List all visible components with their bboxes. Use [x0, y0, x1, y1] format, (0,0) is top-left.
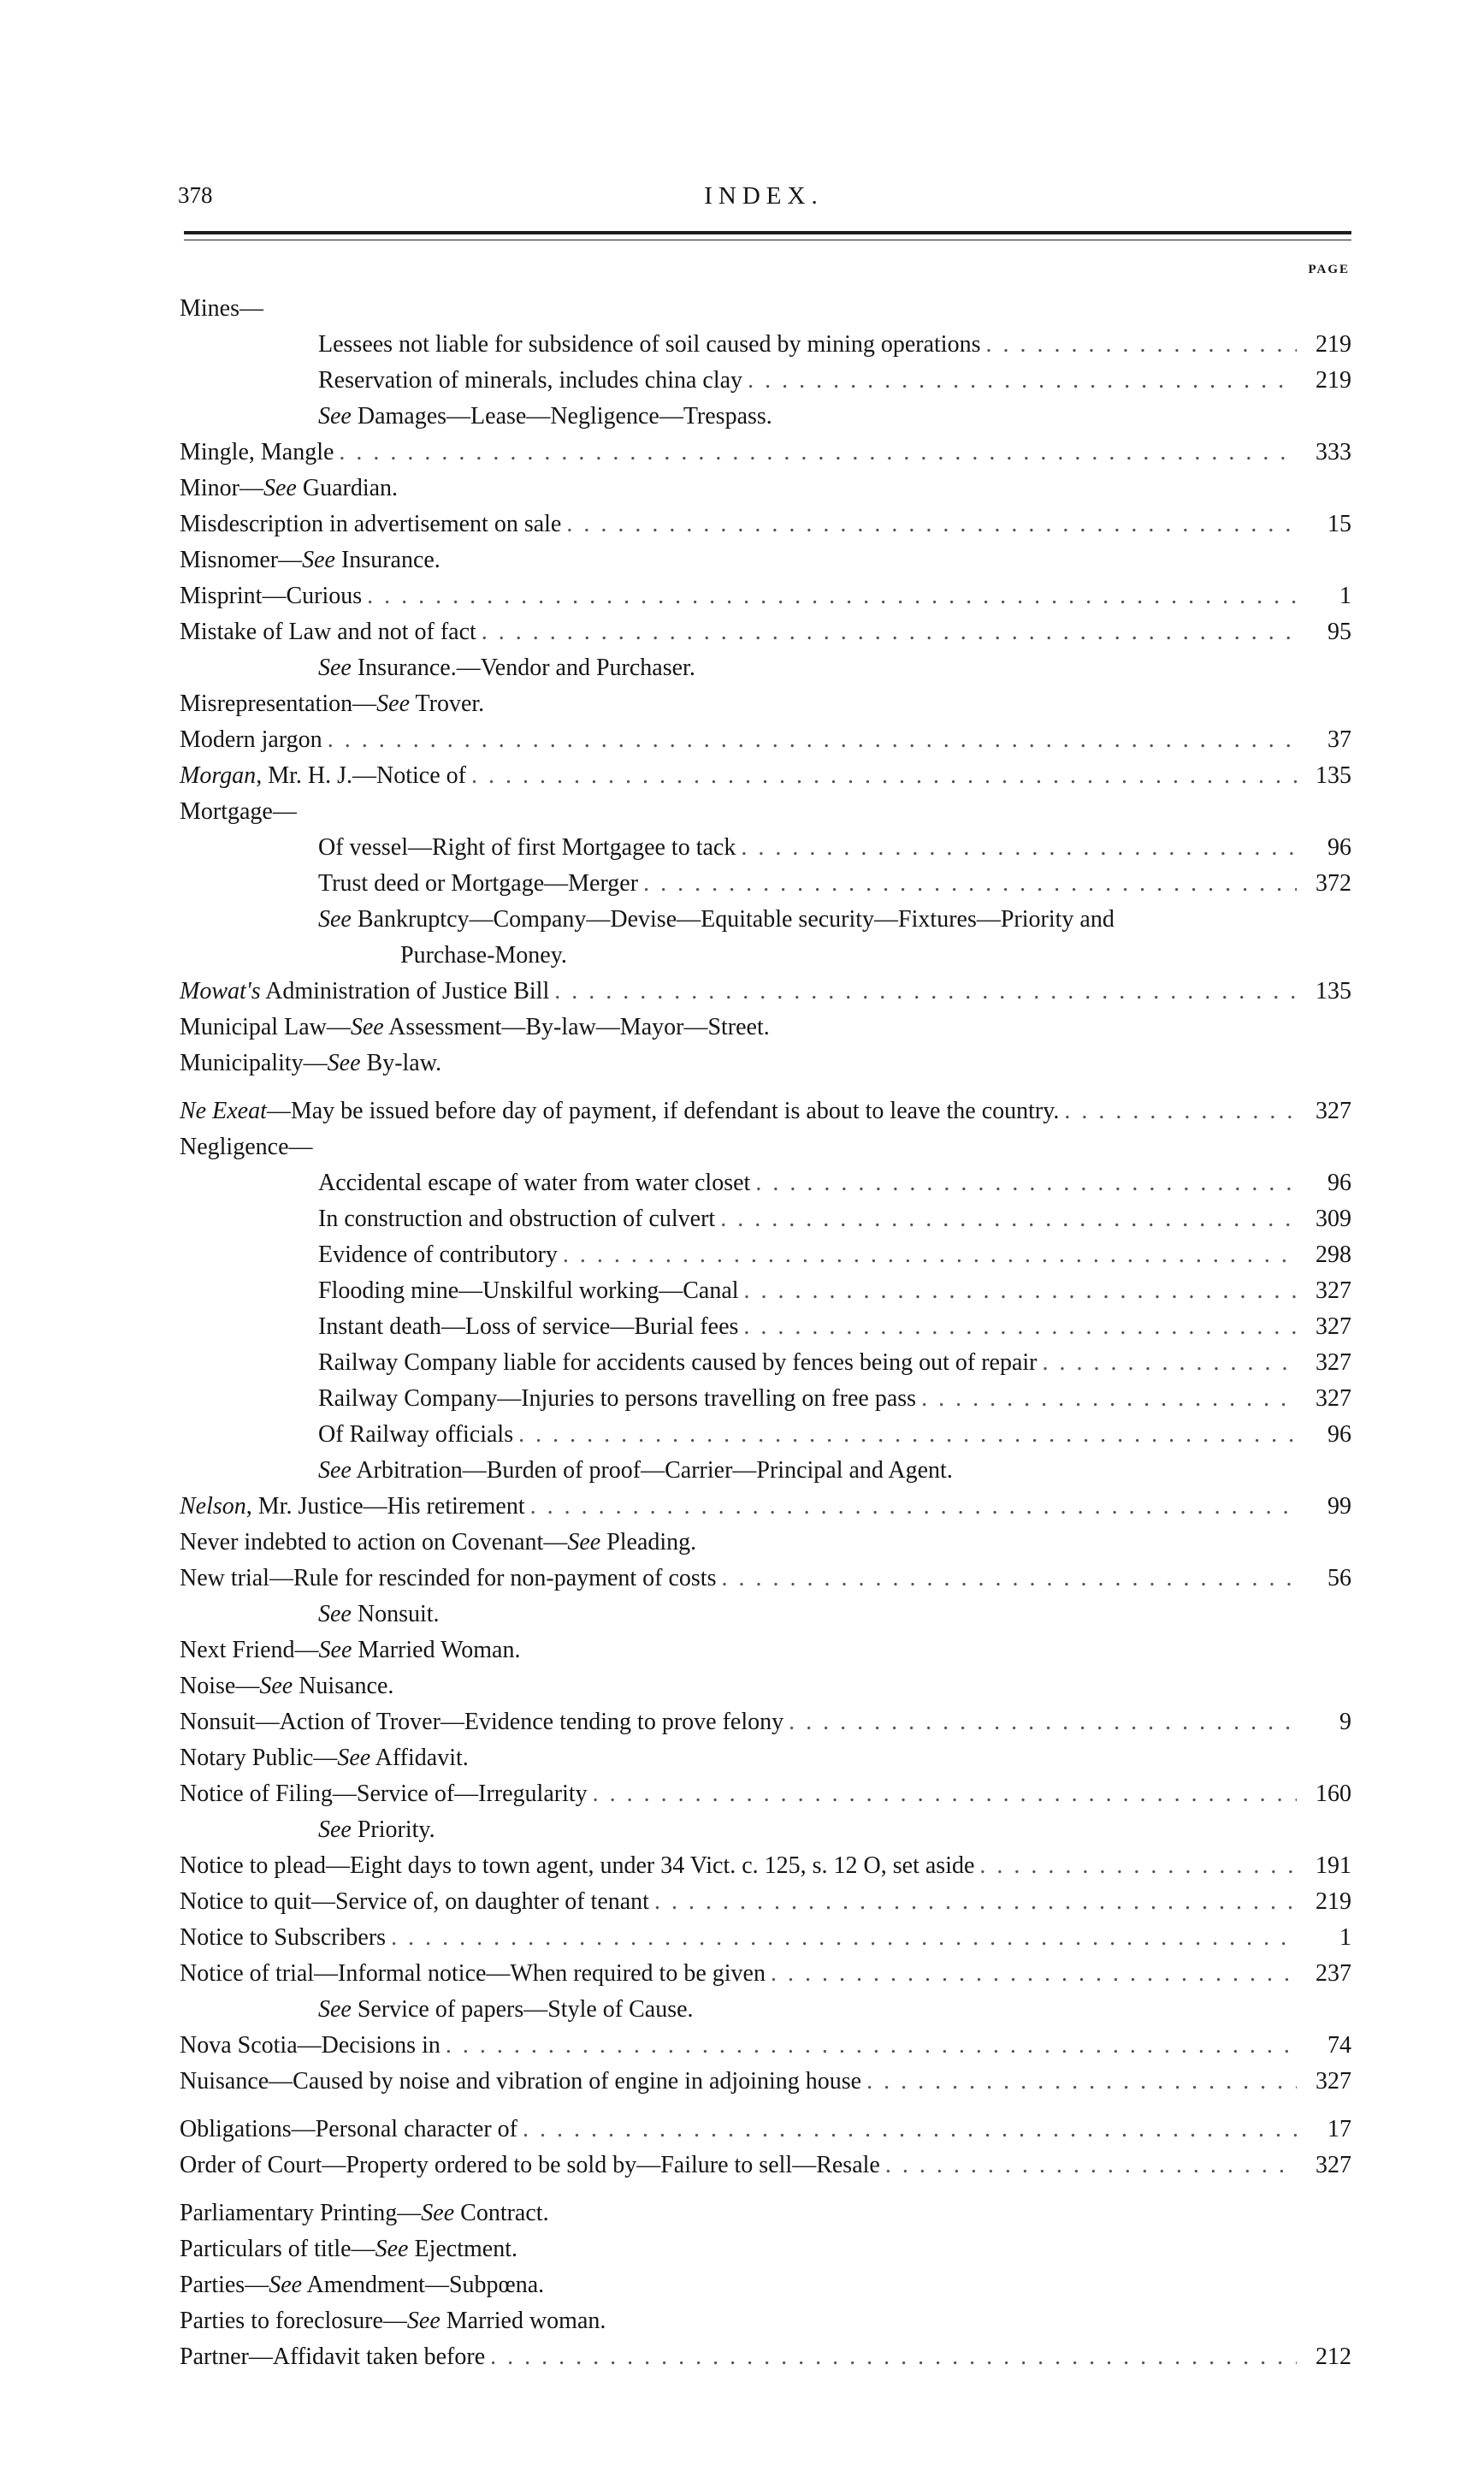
entry-text	[180, 2064, 861, 2100]
entry-text-part: Purchase-Money.	[400, 942, 567, 969]
index-entry	[180, 2231, 1351, 2267]
dot-leader	[866, 2064, 1297, 2100]
index-entry	[180, 1812, 1351, 1848]
entry-text-part: Accidental escape of water from water closet	[318, 1170, 751, 1196]
dot-leader	[518, 1417, 1297, 1453]
index-entry	[180, 1956, 1351, 1992]
entry-italic-text: See	[327, 1050, 361, 1076]
entry-text-part: Misrepresentation—	[180, 690, 377, 717]
entry-page-number: 298	[1315, 1241, 1351, 1268]
index-entry	[180, 2303, 1351, 2339]
entry-text-part: Trust deed or Mortgage—Merger	[318, 870, 639, 897]
entry-text	[180, 1129, 313, 1165]
entry-text-part: Negligence—	[180, 1134, 313, 1160]
entry-text-part: Parties—	[180, 2272, 269, 2298]
entry-page-number: 327	[1315, 1098, 1351, 1124]
entry-text-part: Reservation of minerals, includes china clay	[318, 367, 743, 394]
entry-italic-text: Mowat's	[180, 978, 261, 1004]
entry-text	[180, 1046, 441, 1081]
index-entry	[180, 363, 1351, 399]
entry-text-part: Affidavit.	[370, 1745, 469, 1771]
index-entry	[180, 1381, 1351, 1417]
entry-text-part: Order of Court—Property ordered to be sold by—Failure to sell—Resale	[180, 2152, 880, 2178]
dot-leader	[523, 2112, 1297, 2148]
entry-page-number: 219	[1315, 331, 1351, 358]
entry-text-part: Nova Scotia—Decisions in	[180, 2032, 440, 2059]
index-entry	[180, 2028, 1351, 2064]
index-entry	[180, 471, 1351, 507]
entry-page-number: 327	[1315, 1349, 1351, 1376]
entry-page-number: 96	[1327, 1421, 1351, 1448]
index-entry	[180, 2339, 1351, 2375]
entry-italic-text: See	[318, 1816, 352, 1843]
entry-page-number: 56	[1327, 1565, 1351, 1591]
page-header	[178, 182, 1350, 216]
entry-text	[180, 507, 561, 542]
index-entry	[180, 794, 1351, 830]
entry-italic-text: See	[318, 655, 352, 681]
entry-text-part: Mingle, Mangle	[180, 439, 334, 465]
dot-leader	[744, 1273, 1297, 1309]
entry-page-number: 99	[1327, 1493, 1351, 1520]
dot-leader	[482, 614, 1297, 650]
dot-leader	[720, 1201, 1297, 1237]
index-entry	[180, 291, 1351, 327]
dot-leader	[741, 830, 1297, 866]
page-number: 378	[178, 182, 213, 208]
index-entry	[180, 2112, 1351, 2148]
entry-text-part: Ejectment.	[408, 2236, 517, 2262]
entry-text-part: Damages—Lease—Negligence—Trespass.	[351, 403, 772, 430]
entry-page-number: 327	[1315, 1277, 1351, 1304]
entry-text	[180, 794, 297, 830]
entry-page-number: 15	[1327, 511, 1351, 537]
entry-page-number: 191	[1315, 1852, 1351, 1879]
entry-text-part: Guardian.	[296, 475, 399, 501]
entry-italic-text: See	[318, 906, 352, 933]
entry-text-part: Parties to foreclosure—	[180, 2308, 407, 2334]
entry-text	[180, 974, 549, 1010]
entry-italic-text: See	[350, 1014, 384, 1040]
index-entry	[180, 722, 1351, 758]
entry-text-part: Railway Company liable for accidents caused by fences being out of repair	[318, 1349, 1038, 1376]
entry-text-part: Parliamentary Printing—	[180, 2200, 422, 2226]
dot-leader	[1042, 1345, 1297, 1381]
dot-leader	[771, 1956, 1297, 1992]
index-entry	[180, 542, 1351, 578]
entry-text	[180, 2112, 517, 2148]
entry-text-part: Municipal Law—	[180, 1014, 351, 1040]
entry-page-number: 219	[1315, 367, 1351, 394]
dot-leader	[885, 2148, 1297, 2184]
index-entry	[180, 1704, 1351, 1740]
index-entry	[180, 1093, 1351, 1129]
entry-italic-text: See	[421, 2200, 455, 2226]
entry-italic-text: See	[375, 2236, 409, 2262]
entry-italic-text: See	[318, 1601, 352, 1627]
entry-text	[318, 1381, 916, 1417]
dot-leader	[1064, 1093, 1297, 1129]
entry-text-part: , Mr. H. J.—Notice of	[256, 762, 466, 789]
index-entry	[180, 1561, 1351, 1597]
entry-text	[318, 1345, 1037, 1381]
entry-text	[180, 2339, 485, 2375]
entry-text	[400, 938, 567, 974]
dot-leader	[471, 758, 1297, 794]
entry-text	[180, 471, 398, 507]
entry-text-part: Lessees not liable for subsidence of soil caused by mining operations	[318, 331, 981, 358]
entry-text-part: Particulars of title—	[180, 2236, 375, 2262]
entry-text	[180, 1010, 770, 1046]
entry-text	[318, 363, 742, 399]
entry-text-part: In construction and obstruction of culvert	[318, 1206, 716, 1232]
entry-text	[180, 2303, 606, 2339]
dot-leader	[921, 1381, 1297, 1417]
entry-page-number: 237	[1315, 1960, 1351, 1987]
index-entry	[180, 902, 1351, 938]
entry-text-part: Mortgage—	[180, 798, 297, 825]
entry-text-part: Trover.	[410, 690, 485, 717]
entry-text-part: Railway Company—Injuries to persons travelling on free pass	[318, 1385, 917, 1412]
entry-text-part: Nonsuit—Action of Trover—Evidence tending to prove felony	[180, 1709, 784, 1735]
index-entry	[180, 1010, 1351, 1046]
entry-text	[318, 650, 695, 686]
entry-text	[180, 578, 362, 614]
entry-text	[318, 1597, 440, 1632]
entry-page-number: 212	[1315, 2344, 1351, 2370]
index-entry	[180, 1632, 1351, 1668]
entry-text-part: Married Woman.	[352, 1637, 521, 1663]
dot-leader	[755, 1165, 1297, 1201]
entry-italic-text: See	[302, 547, 335, 573]
entry-italic-text: See	[567, 1529, 601, 1555]
dot-leader	[748, 363, 1297, 399]
entry-text	[318, 1165, 750, 1201]
index-entry	[180, 1884, 1351, 1920]
dot-leader	[979, 1848, 1297, 1884]
entry-text-part: By-law.	[360, 1050, 442, 1076]
entry-page-number: 327	[1315, 1313, 1351, 1340]
index-entry	[180, 1273, 1351, 1309]
entry-page-number: 372	[1315, 870, 1351, 897]
entry-text	[180, 1632, 520, 1668]
index-entry	[180, 1201, 1351, 1237]
index-entry	[180, 758, 1351, 794]
index-entry	[180, 830, 1351, 866]
entry-page-number: 9	[1339, 1709, 1351, 1735]
index-entry	[180, 2064, 1351, 2100]
entry-text-part: Notice of trial—Informal notice—When required to be given	[180, 1960, 766, 1987]
entry-text-part: , Mr. Justice—His retirement	[245, 1493, 525, 1520]
entry-italic-text: Morgan	[180, 762, 257, 789]
entry-text-part: Obligations—Personal character of	[180, 2116, 517, 2142]
entry-italic-text: See	[318, 1637, 352, 1663]
entry-text-part: Notary Public—	[180, 1745, 338, 1771]
entry-page-number: 96	[1327, 834, 1351, 861]
entry-text	[180, 542, 440, 578]
dot-leader	[643, 866, 1297, 902]
dot-leader	[654, 1884, 1297, 1920]
entry-page-number: 327	[1315, 1385, 1351, 1412]
index-entry	[180, 614, 1351, 650]
index-entry	[180, 2148, 1351, 2184]
entry-italic-text: Ne Exeat	[180, 1098, 267, 1124]
entry-italic-text: See	[318, 1996, 352, 2023]
header-rule-thick	[184, 231, 1351, 234]
entry-text	[180, 1776, 588, 1812]
entry-text-part: Of Railway officials	[318, 1421, 514, 1448]
entry-text	[180, 686, 484, 722]
index-entry	[180, 1920, 1351, 1956]
entry-italic-text: See	[376, 690, 411, 717]
entry-text	[180, 2267, 544, 2303]
dot-leader	[339, 435, 1297, 471]
entry-text-part: Contract.	[454, 2200, 549, 2226]
entry-text-part: Insurance.	[334, 547, 440, 573]
entry-text-part: Amendment—Subpœna.	[302, 2272, 545, 2298]
entry-text-part: Married woman.	[440, 2308, 606, 2334]
entry-italic-text: See	[263, 475, 297, 501]
index-entry	[180, 1992, 1351, 2028]
entry-text	[318, 830, 736, 866]
index-entry	[180, 2195, 1351, 2231]
index-entry	[180, 1165, 1351, 1201]
entry-text-part: Noise—	[180, 1673, 260, 1699]
index-entry	[180, 1345, 1351, 1381]
entry-text-part: Notice of Filing—Service of—Irregularity	[180, 1781, 588, 1807]
index-entry	[180, 435, 1351, 471]
entry-text	[180, 1740, 469, 1776]
entry-text-part: Mines—	[180, 295, 263, 322]
entry-text-part: Misprint—Curious	[180, 583, 363, 609]
entry-page-number: 95	[1327, 619, 1351, 645]
entry-page-number: 309	[1315, 1206, 1351, 1232]
entry-page-number: 37	[1327, 726, 1351, 753]
index-entry	[180, 1453, 1351, 1489]
index-entries	[180, 291, 1351, 2375]
index-entry	[180, 1129, 1351, 1165]
index-entry	[180, 399, 1351, 435]
dot-leader	[554, 974, 1297, 1010]
entry-text-part: Insurance.—Vendor and Purchaser.	[351, 655, 695, 681]
entry-text	[180, 2195, 549, 2231]
index-entry	[180, 1489, 1351, 1525]
index-entry	[180, 507, 1351, 542]
entry-text-part: Administration of Justice Bill	[260, 978, 550, 1004]
entry-page-number: 219	[1315, 1888, 1351, 1915]
entry-text	[180, 435, 334, 471]
index-entry	[180, 1525, 1351, 1561]
dot-leader	[789, 1704, 1297, 1740]
index-entry	[180, 2267, 1351, 2303]
entry-text	[180, 2148, 880, 2184]
index-entry	[180, 1237, 1351, 1273]
entry-text	[318, 1201, 715, 1237]
entry-page-number: 327	[1315, 2068, 1351, 2095]
entry-page-number: 333	[1315, 439, 1351, 465]
dot-leader	[721, 1561, 1297, 1597]
entry-text	[318, 902, 1114, 938]
entry-text-part: Partner—Affidavit taken before	[180, 2344, 486, 2370]
entry-text-part: Misdescription in advertisement on sale	[180, 511, 562, 537]
entry-text	[318, 1812, 435, 1848]
dot-leader	[446, 2028, 1297, 2064]
entry-page-number: 74	[1327, 2032, 1351, 2059]
index-entry	[180, 938, 1351, 974]
entry-page-number: 327	[1315, 2152, 1351, 2178]
page-column-label: PAGE	[1308, 263, 1350, 276]
entry-page-number: 135	[1315, 978, 1351, 1004]
entry-text-part: Minor—	[180, 475, 263, 501]
index-entry	[180, 1668, 1351, 1704]
entry-italic-text: See	[269, 2272, 303, 2298]
entry-text-part: Flooding mine—Unskilful working—Canal	[318, 1277, 739, 1304]
entry-page-number: 1	[1339, 583, 1351, 609]
entry-text	[180, 1920, 386, 1956]
entry-text-part: Notice to quit—Service of, on daughter of tenant	[180, 1888, 649, 1915]
index-entry	[180, 1597, 1351, 1632]
entry-italic-text: See	[318, 403, 352, 430]
entry-text	[180, 1561, 716, 1597]
index-entry	[180, 1848, 1351, 1884]
index-entry	[180, 686, 1351, 722]
entry-text-part: Next Friend—	[180, 1637, 319, 1663]
entry-text	[180, 1704, 783, 1740]
entry-text-part: Nuisance.	[293, 1673, 394, 1699]
entry-italic-text: Nelson	[180, 1493, 246, 1520]
dot-leader	[566, 507, 1297, 542]
entry-text-part: Misnomer—	[180, 547, 303, 573]
entry-text	[318, 1273, 739, 1309]
entry-italic-text: See	[259, 1673, 293, 1699]
entry-page-number: 160	[1315, 1781, 1351, 1807]
dot-leader	[391, 1920, 1297, 1956]
entry-text-part: Never indebted to action on Covenant—	[180, 1529, 568, 1555]
entry-text-part: Service of papers—Style of Cause.	[351, 1996, 694, 2023]
entry-text	[180, 1956, 766, 1992]
entry-text	[180, 1489, 525, 1525]
entry-text-part: —May be issued before day of payment, if defendant is about to leave the country.	[266, 1098, 1060, 1124]
dot-leader	[593, 1776, 1297, 1812]
index-entry	[180, 866, 1351, 902]
entry-text-part: Notice to Subscribers	[180, 1924, 387, 1951]
entry-text-part: Municipality—	[180, 1050, 328, 1076]
entry-text-part: Arbitration—Burden of proof—Carrier—Principal and Agent.	[351, 1457, 953, 1484]
entry-text-part: Assessment—By-law—Mayor—Street.	[383, 1014, 770, 1040]
index-entry	[180, 1417, 1351, 1453]
page-title: INDEX.	[704, 182, 824, 210]
entry-text	[180, 1668, 393, 1704]
dot-leader	[743, 1309, 1297, 1345]
entry-text-part: Nonsuit.	[351, 1601, 440, 1627]
entry-text-part: New trial—Rule for rescinded for non-payment of costs	[180, 1565, 717, 1591]
dot-leader	[490, 2339, 1297, 2375]
entry-text	[180, 722, 322, 758]
entry-text	[318, 1417, 513, 1453]
dot-leader	[563, 1237, 1297, 1273]
entry-page-number: 17	[1327, 2116, 1351, 2142]
entry-text-part: Modern jargon	[180, 726, 322, 753]
entry-italic-text: See	[406, 2308, 440, 2334]
entry-text	[318, 1309, 738, 1345]
entry-text-part: Evidence of contributory	[318, 1241, 558, 1268]
entry-text-part: Mistake of Law and not of fact	[180, 619, 476, 645]
dot-leader	[530, 1489, 1297, 1525]
entry-text	[180, 1093, 1059, 1129]
entry-text	[318, 1453, 953, 1489]
entry-text	[318, 866, 638, 902]
entry-text-part: Bankruptcy—Company—Devise—Equitable security—Fixtures—Priority and	[351, 906, 1114, 933]
entry-text-part: Priority.	[351, 1816, 435, 1843]
index-entry	[180, 1740, 1351, 1776]
entry-text-part: Of vessel—Right of first Mortgagee to tack	[318, 834, 736, 861]
entry-text	[180, 1525, 696, 1561]
entry-text-part: Notice to plead—Eight days to town agent, under 34 Vict. c. 125, s. 12 O, set aside	[180, 1852, 975, 1879]
entry-text	[318, 1237, 558, 1273]
entry-text	[318, 1992, 694, 2028]
index-entry	[180, 578, 1351, 614]
entry-text	[180, 2231, 517, 2267]
index-entry	[180, 974, 1351, 1010]
entry-text	[180, 758, 466, 794]
entry-text	[180, 614, 476, 650]
entry-page-number: 1	[1339, 1924, 1351, 1951]
index-entry	[180, 1776, 1351, 1812]
entry-page-number: 96	[1327, 1170, 1351, 1196]
entry-text	[180, 1884, 649, 1920]
dot-leader	[985, 327, 1297, 363]
entry-text	[180, 291, 263, 327]
entry-text-part: Instant death—Loss of service—Burial fees	[318, 1313, 739, 1340]
entry-italic-text: See	[318, 1457, 352, 1484]
entry-italic-text: See	[337, 1745, 371, 1771]
entry-page-number: 135	[1315, 762, 1351, 789]
index-entry	[180, 327, 1351, 363]
entry-text	[180, 1848, 974, 1884]
dot-leader	[328, 722, 1297, 758]
entry-text-part: Nuisance—Caused by noise and vibration of engine in adjoining house	[180, 2068, 862, 2095]
entry-text	[318, 327, 980, 363]
dot-leader	[367, 578, 1297, 614]
entry-text	[180, 2028, 440, 2064]
index-entry	[180, 650, 1351, 686]
index-entry	[180, 1309, 1351, 1345]
entry-text-part: Pleading.	[600, 1529, 697, 1555]
index-entry	[180, 1046, 1351, 1081]
entry-text	[318, 399, 772, 435]
